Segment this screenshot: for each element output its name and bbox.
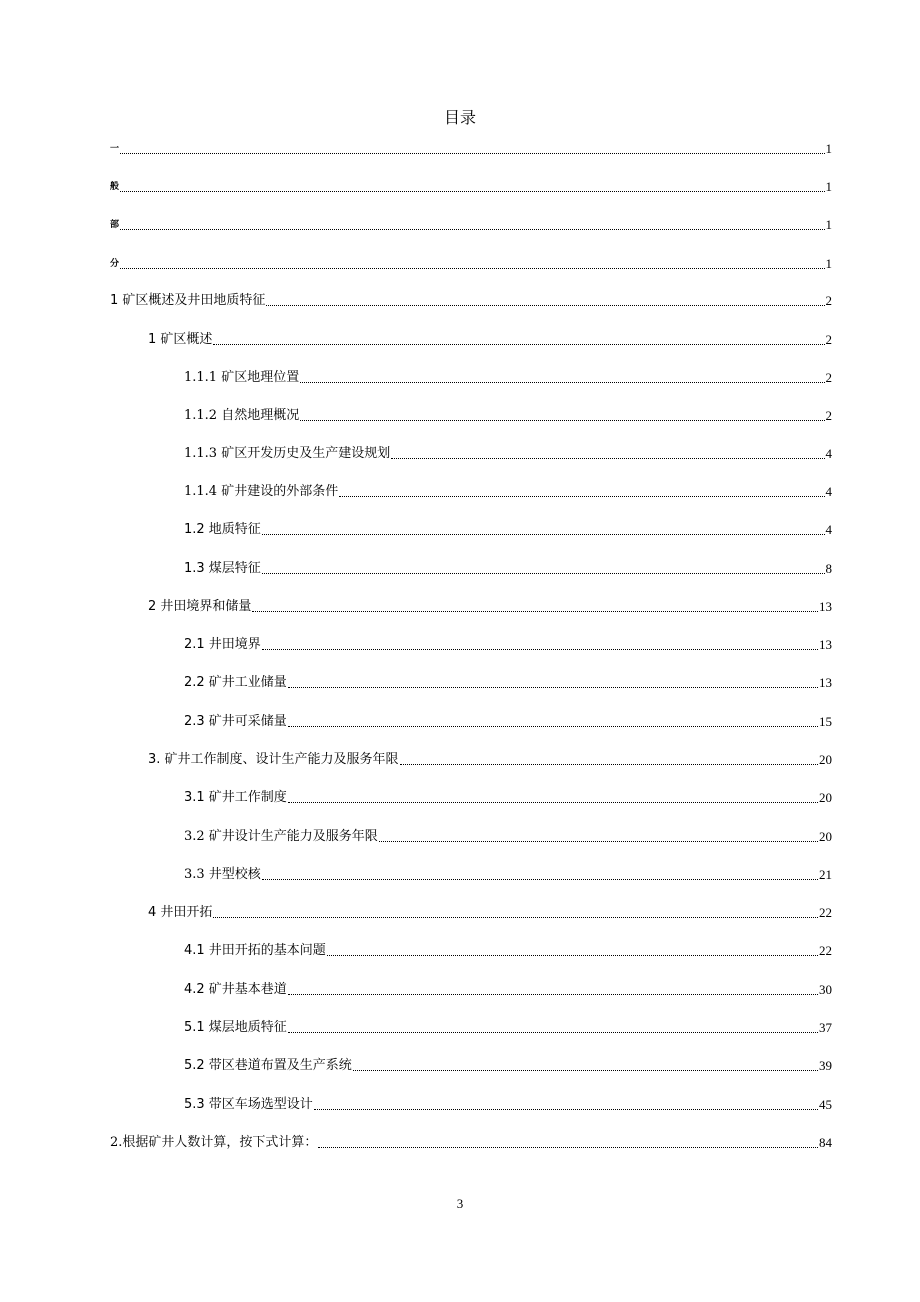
toc-leader xyxy=(262,533,825,535)
toc-entry[interactable] xyxy=(110,1131,832,1151)
toc-entry[interactable] xyxy=(110,252,832,272)
toc-leader xyxy=(120,190,824,192)
toc-entry[interactable] xyxy=(184,863,832,883)
toc-entry-page: 4 xyxy=(825,446,832,461)
toc-entry-page: 30 xyxy=(819,982,832,997)
toc-leader xyxy=(318,1146,818,1148)
toc-entry-label: 1.3 煤层特征 xyxy=(184,561,261,576)
page-number: 3 xyxy=(456,1196,464,1211)
toc-entry-page: 15 xyxy=(819,714,832,729)
toc-entry-label: 分 xyxy=(110,259,120,269)
toc-leader xyxy=(339,495,824,497)
toc-entry-page: 2 xyxy=(825,332,832,347)
toc-entry[interactable] xyxy=(184,978,832,998)
toc-entry-page: 2 xyxy=(825,370,832,385)
toc-entry[interactable] xyxy=(110,289,832,309)
toc-entry-label: 5.1 煤层地质特征 xyxy=(184,1020,287,1035)
toc-entry-page: 13 xyxy=(819,675,832,690)
toc-leader xyxy=(213,343,824,345)
toc-leader xyxy=(288,801,818,803)
toc-entry[interactable] xyxy=(110,175,832,195)
toc-entry-label: 5.2 带区巷道布置及生产系统 xyxy=(184,1058,352,1073)
toc-leader xyxy=(288,725,818,727)
toc-leader xyxy=(327,954,818,956)
toc-entry[interactable] xyxy=(184,786,832,806)
toc-leader xyxy=(120,267,824,269)
toc-entry-label: 一 xyxy=(110,144,120,154)
toc-entry-label: 1 矿区概述及井田地质特征 xyxy=(110,293,266,308)
toc-leader xyxy=(288,1031,818,1033)
toc-entry[interactable] xyxy=(184,633,832,653)
toc-leader xyxy=(262,648,818,650)
toc-entry-label: 部 xyxy=(110,220,120,230)
toc-entry[interactable] xyxy=(110,137,832,157)
toc-entry[interactable] xyxy=(184,939,832,959)
toc-entry-label: 3.1 矿井工作制度 xyxy=(184,790,287,805)
toc-entry[interactable] xyxy=(184,1016,832,1036)
toc-leader xyxy=(400,763,818,765)
toc-leader xyxy=(300,381,824,383)
toc-entry-label: 4.1 井田开拓的基本问题 xyxy=(184,943,326,958)
toc-entry[interactable] xyxy=(110,213,832,233)
toc-entry-page: 1 xyxy=(825,179,832,194)
toc-leader xyxy=(391,457,824,459)
toc-leader xyxy=(314,1108,818,1110)
toc-entry-page: 39 xyxy=(819,1058,832,1073)
toc-entry[interactable] xyxy=(148,328,832,348)
toc-entry-label: 4.2 矿井基本巷道 xyxy=(184,982,287,997)
toc-entry[interactable] xyxy=(184,404,832,424)
toc-entry-page: 13 xyxy=(819,637,832,652)
toc-entry-label: 1.1.2 自然地理概况 xyxy=(184,408,300,423)
toc-entry-page: 8 xyxy=(825,561,832,576)
toc-entry-label: 4 井田开拓 xyxy=(148,905,213,920)
toc-entry[interactable] xyxy=(148,748,832,768)
toc-leader xyxy=(288,686,818,688)
toc-entry-page: 2 xyxy=(825,408,832,423)
toc-entry-page: 22 xyxy=(819,943,832,958)
toc-entry-label: 2.1 井田境界 xyxy=(184,637,261,652)
toc-leader xyxy=(266,304,824,306)
toc-entry-label: 般 xyxy=(110,182,120,192)
toc-entry[interactable] xyxy=(184,1054,832,1074)
toc-leader xyxy=(262,878,818,880)
toc-entry[interactable] xyxy=(184,825,832,845)
toc-entry-label: 1.1.3 矿区开发历史及生产建设规划 xyxy=(184,446,391,461)
toc-entry-page: 20 xyxy=(819,829,832,844)
toc-leader xyxy=(213,916,818,918)
toc-leader xyxy=(300,419,824,421)
toc-entry-label: 2.3 矿井可采储量 xyxy=(184,714,287,729)
toc-entry-page: 1 xyxy=(825,141,832,156)
page-title: 目录 xyxy=(443,108,476,127)
toc-leader xyxy=(252,610,818,612)
toc-entry-page: 20 xyxy=(819,752,832,767)
toc-entry[interactable] xyxy=(148,901,832,921)
toc-entry[interactable] xyxy=(184,442,832,462)
toc-entry[interactable] xyxy=(184,1093,832,1113)
toc-entry-page: 84 xyxy=(819,1135,832,1150)
toc-leader xyxy=(120,152,824,154)
toc-leader xyxy=(262,572,825,574)
toc-entry-page: 4 xyxy=(825,522,832,537)
toc-entry[interactable] xyxy=(184,518,832,538)
toc-entry-label: 3.3 井型校核 xyxy=(184,867,261,882)
toc-entry-label: 1.1.4 矿井建设的外部条件 xyxy=(184,484,339,499)
toc-leader xyxy=(288,993,818,995)
toc-entry-page: 1 xyxy=(825,217,832,232)
toc-entry[interactable] xyxy=(184,557,832,577)
toc-entry[interactable] xyxy=(184,480,832,500)
toc-entry-page: 4 xyxy=(825,484,832,499)
toc-entry-page: 2 xyxy=(825,293,832,308)
toc-entry-page: 1 xyxy=(825,256,832,271)
toc-entry-page: 21 xyxy=(819,867,832,882)
toc-entry-label: 3. 矿井工作制度、设计生产能力及服务年限 xyxy=(148,752,399,767)
toc-entry-page: 22 xyxy=(819,905,832,920)
toc-entry-page: 37 xyxy=(819,1020,832,1035)
toc-entry[interactable] xyxy=(184,710,832,730)
toc-entry[interactable] xyxy=(184,671,832,691)
toc-entry-page: 13 xyxy=(819,599,832,614)
toc-leader xyxy=(120,228,824,230)
toc-entry-label: 2.2 矿井工业储量 xyxy=(184,675,287,690)
toc-entry-label: 1.2 地质特征 xyxy=(184,522,261,537)
toc-entry-label: 2 井田境界和储量 xyxy=(148,599,252,614)
toc-leader xyxy=(353,1069,818,1071)
toc-entry-page: 45 xyxy=(819,1097,832,1112)
toc-entry-label: 1 矿区概述 xyxy=(148,332,213,347)
toc-entry-label: 1.1.1 矿区地理位置 xyxy=(184,370,300,385)
toc-entry-label: 2.根据矿井人数计算，按下式计算： xyxy=(110,1135,318,1150)
toc-entry-label: 3.2 矿井设计生产能力及服务年限 xyxy=(184,829,378,844)
toc-entry[interactable] xyxy=(184,366,832,386)
toc-entry[interactable] xyxy=(148,595,832,615)
toc-leader xyxy=(379,840,818,842)
toc-entry-page: 20 xyxy=(819,790,832,805)
toc-entry-label: 5.3 带区车场选型设计 xyxy=(184,1097,313,1112)
